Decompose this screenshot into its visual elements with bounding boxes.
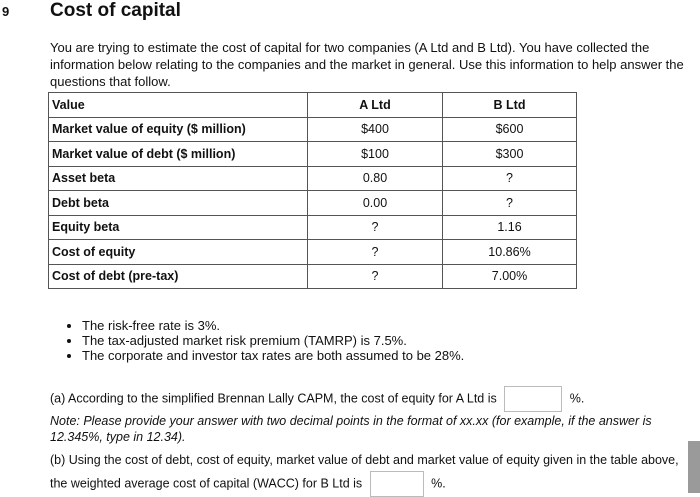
- table-header-cell: A Ltd: [308, 93, 443, 118]
- table-cell: ?: [308, 215, 443, 240]
- table-header-row: [49, 93, 577, 118]
- table-row: [49, 264, 577, 289]
- data-table: [48, 92, 577, 289]
- list-item: • The tax-adjusted market risk premium (TAMRP) is 7.5%.: [82, 333, 464, 348]
- question-b-suffix: %.: [431, 476, 446, 491]
- table-cell-label: Cost of debt (pre-tax): [49, 264, 308, 289]
- table-row: [49, 215, 577, 240]
- table-cell: ?: [443, 191, 577, 216]
- table-row: [49, 240, 577, 265]
- table-cell: $100: [308, 142, 443, 167]
- table-cell: $300: [443, 142, 577, 167]
- table-cell: 7.00%: [443, 264, 577, 289]
- list-item: • The risk-free rate is 3%.: [82, 318, 464, 333]
- answer-format-note: Note: Please provide your answer with two decimal points in the format of xx.xx (for example, if the answer is 12.345%, type in 12.34).: [50, 414, 652, 444]
- assumptions-list: [66, 318, 464, 363]
- question-b-text: (b) Using the cost of debt, cost of equity, market value of debt and market value of equity given in the table above, the weighted average cost of capital (WACC) for B Ltd is: [50, 453, 679, 491]
- table-cell: ?: [308, 264, 443, 289]
- table-cell: ?: [443, 166, 577, 191]
- answer-a-input[interactable]: [504, 386, 562, 412]
- question-a-suffix: %.: [569, 391, 585, 406]
- answer-b-input[interactable]: [370, 471, 424, 497]
- table-cell-label: Equity beta: [49, 215, 308, 240]
- table-cell-label: Market value of debt ($ million): [49, 142, 308, 167]
- list-item: • The corporate and investor tax rates are both assumed to be 28%.: [82, 348, 464, 363]
- table-cell-label: Market value of equity ($ million): [49, 117, 308, 142]
- table-header-cell: Value: [49, 93, 308, 118]
- question-a-text: (a) According to the simplified Brennan Lally CAPM, the cost of equity for A Ltd is: [50, 391, 497, 406]
- scrollbar-thumb[interactable]: [688, 441, 700, 493]
- table-cell: 0.00: [308, 191, 443, 216]
- table-row: [49, 142, 577, 167]
- table-cell-label: Cost of equity: [49, 240, 308, 265]
- table-cell-label: Debt beta: [49, 191, 308, 216]
- intro-text: You are trying to estimate the cost of capital for two companies (A Ltd and B Ltd). You have collected the information below relating to the companies and the market in general. Use this information to help answer the questions that follow.: [50, 40, 684, 89]
- table-cell: ?: [308, 240, 443, 265]
- table-cell: 0.80: [308, 166, 443, 191]
- question-a: [50, 386, 584, 412]
- table-cell-label: Asset beta: [49, 166, 308, 191]
- table-cell: 1.16: [443, 215, 577, 240]
- table-cell: $600: [443, 117, 577, 142]
- table-header-cell: B Ltd: [443, 93, 577, 118]
- page-title: Cost of capital: [50, 0, 181, 21]
- table-row: [49, 166, 577, 191]
- table-row: [49, 117, 577, 142]
- table-cell: 10.86%: [443, 240, 577, 265]
- question-b: [50, 449, 690, 497]
- table-row: [49, 191, 577, 216]
- question-number: 9: [2, 4, 10, 19]
- table-cell: $400: [308, 117, 443, 142]
